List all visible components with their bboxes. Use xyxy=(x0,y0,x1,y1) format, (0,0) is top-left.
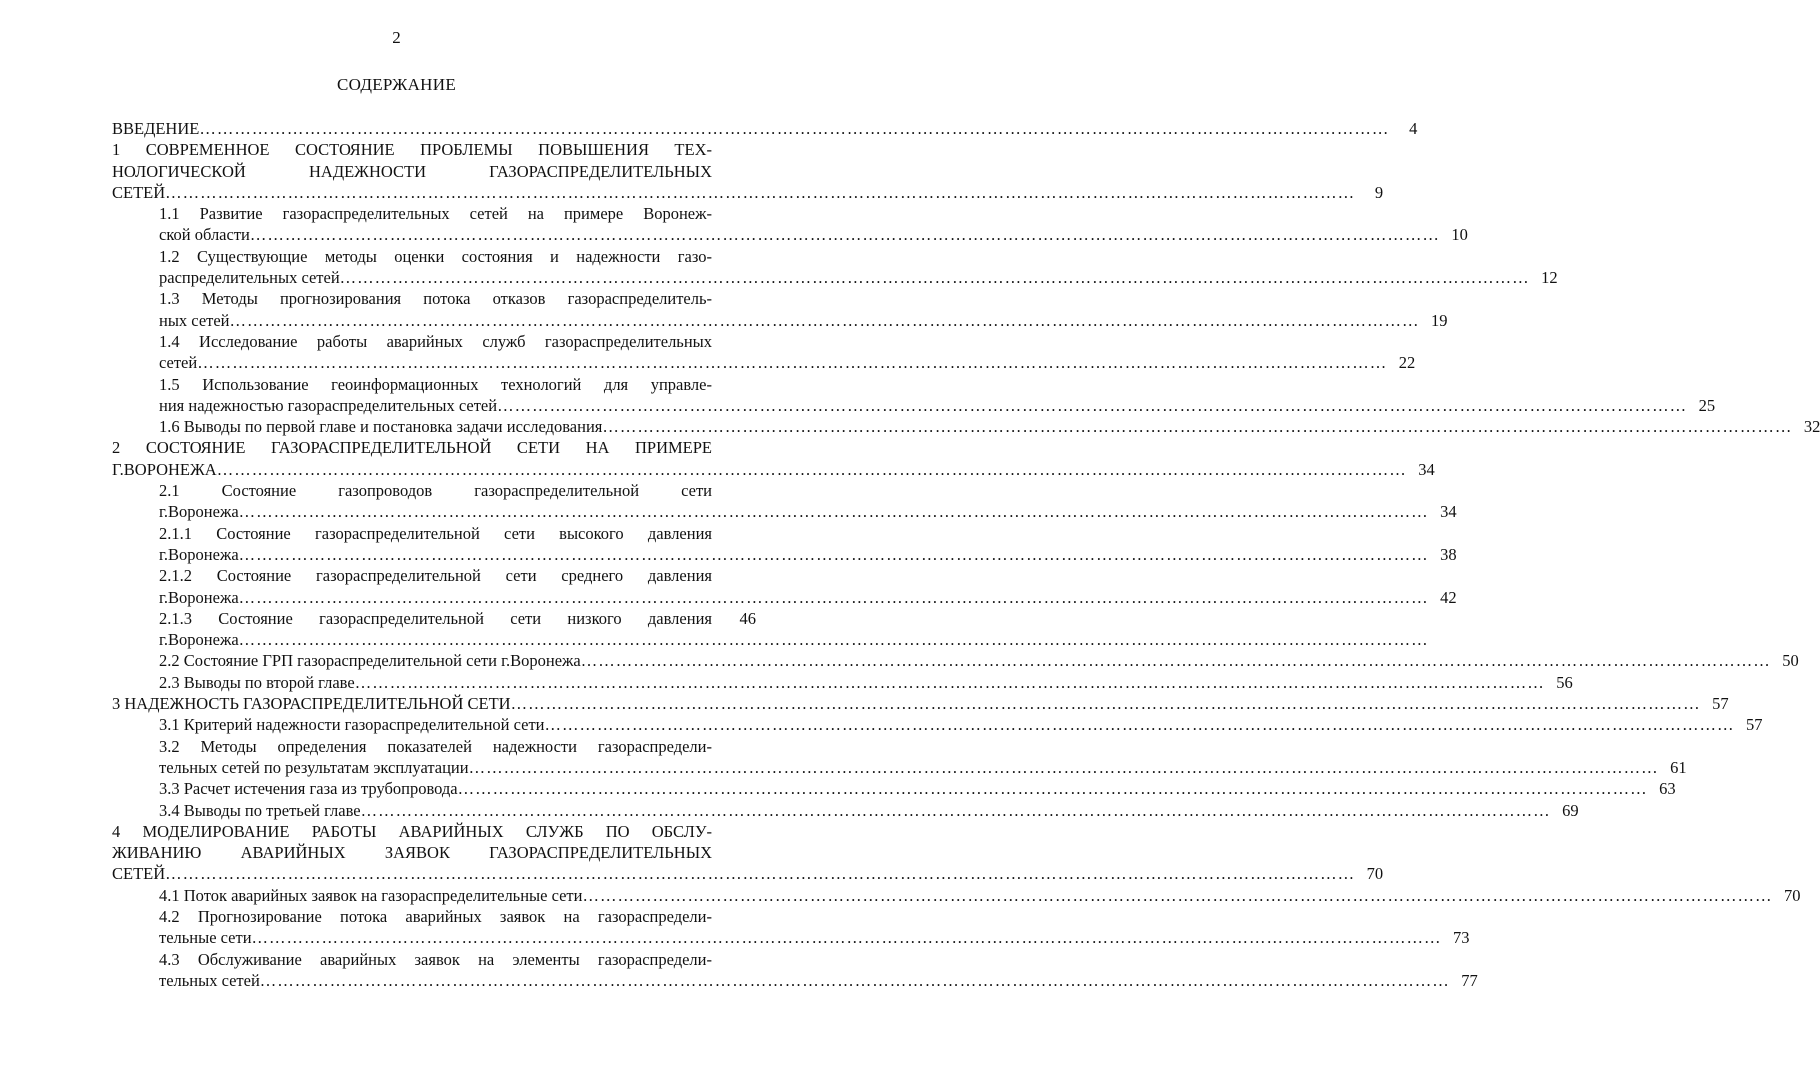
toc-entry-title: ВВЕДЕНИЕ xyxy=(112,119,200,138)
toc-entry[interactable] xyxy=(159,650,1799,671)
toc-entry[interactable] xyxy=(159,885,1801,906)
toc-page-number: 69 xyxy=(1562,800,1579,820)
toc-entry-title: распределительных сетей xyxy=(159,268,340,288)
toc-entry[interactable] xyxy=(159,608,1429,651)
toc-entry[interactable] xyxy=(159,714,1763,735)
toc-leader-dots: …………………………………………………………………………………………………………………………………………………………………………………… xyxy=(165,182,1356,202)
toc-entry-title: 1.6 Выводы по первой главе и постановка задачи исследования xyxy=(159,417,603,437)
toc-entry-text-line: 2.1.1 Состояние газораспределительной сети высокого давления xyxy=(159,523,712,543)
toc-page-number: 57 xyxy=(1712,694,1729,714)
toc-leader-dots: …………………………………………………………………………………………………………………………………………………………………………………… xyxy=(339,268,1530,288)
toc-page-number: 9 xyxy=(1374,182,1384,202)
toc-entry-text-line: ЖИВАНИЮ АВАРИЙНЫХ ЗАЯВОК ГАЗОРАСПРЕДЕЛИТЕЛЬНЫХ xyxy=(112,843,712,863)
toc-entry[interactable] xyxy=(112,693,1729,714)
toc-entry[interactable] xyxy=(159,736,1687,779)
toc-leader-dots: …………………………………………………………………………………………………………………………………………………………………………………… xyxy=(360,800,1551,820)
toc-leader-dots: …………………………………………………………………………………………………………………………………………………………………………………… xyxy=(544,715,1735,735)
toc-leader-dots: …………………………………………………………………………………………………………………………………………………………………………………… xyxy=(457,779,1648,799)
toc-leader-dots: …………………………………………………………………………………………………………………………………………………………………………………… xyxy=(165,864,1356,884)
toc-leader-dots: …………………………………………………………………………………………………………………………………………………………………………………… xyxy=(259,970,1450,990)
toc-entry-title: сетей xyxy=(159,353,198,373)
toc-page-number: 61 xyxy=(1670,757,1687,777)
toc-entry-title: Г.ВОРОНЕЖА xyxy=(112,459,217,479)
toc-page-number: 77 xyxy=(1461,970,1478,990)
toc-entry[interactable] xyxy=(159,565,1457,608)
toc-leader-dots: …………………………………………………………………………………………………………………………………………………………………………………… xyxy=(238,544,1429,564)
toc-page-number: 22 xyxy=(1398,353,1416,373)
toc-page-number: 4 xyxy=(1409,119,1418,138)
toc-entry[interactable] xyxy=(112,118,1418,139)
toc-entry[interactable] xyxy=(159,949,1478,992)
toc-entry-text-line: 3.2 Методы определения показателей надежности газораспредели- xyxy=(159,736,712,756)
toc-entry[interactable] xyxy=(159,672,1573,693)
toc-leader-dots: …………………………………………………………………………………………………………………………………………………………………………………… xyxy=(251,928,1442,948)
toc-page-number: 50 xyxy=(1782,651,1799,671)
toc-entry[interactable] xyxy=(112,821,1384,885)
toc-page-number: 32 xyxy=(1803,417,1820,437)
toc-leader-dots: …………………………………………………………………………………………………………………………………………………………………………………… xyxy=(199,119,1390,138)
toc-page-number: 70 xyxy=(1366,864,1384,884)
table-of-contents xyxy=(112,118,1820,991)
toc-entry-title: 2.2 Состояние ГРП газораспределительной сети г.Воронежа xyxy=(159,651,581,671)
toc-leader-dots: …………………………………………………………………………………………………………………………………………………………………………………… xyxy=(580,651,1771,671)
toc-page-number: 34 xyxy=(1418,459,1435,479)
toc-entry-text-line: 2 СОСТОЯНИЕ ГАЗОРАСПРЕДЕЛИТЕЛЬНОЙ СЕТИ НА ПРИМЕРЕ xyxy=(112,438,712,458)
toc-page-number: 46 xyxy=(739,608,756,628)
toc-entry-title: г.Воронежа xyxy=(159,630,239,650)
toc-entry[interactable] xyxy=(159,203,1468,246)
toc-entry-title: 3.1 Критерий надежности газораспределительной сети xyxy=(159,715,545,735)
toc-leader-dots: …………………………………………………………………………………………………………………………………………………………………………………… xyxy=(602,417,1793,437)
toc-title: СОДЕРЖАНИЕ xyxy=(336,75,457,94)
toc-entry-title: ния надежностью газораспределительных сетей xyxy=(159,395,498,415)
toc-page-number: 19 xyxy=(1431,310,1448,330)
toc-leader-dots: …………………………………………………………………………………………………………………………………………………………………………………… xyxy=(354,672,1545,692)
toc-entry-title: ской области xyxy=(159,225,250,245)
toc-entry-text-line: 4.2 Прогнозирование потока аварийных заявок на газораспредели- xyxy=(159,906,712,926)
toc-leader-dots: …………………………………………………………………………………………………………………………………………………………………………………… xyxy=(216,459,1407,479)
toc-leader-dots: …………………………………………………………………………………………………………………………………………………………………………………… xyxy=(238,587,1429,607)
toc-page-number: 70 xyxy=(1783,885,1801,905)
toc-entry-text-line: 1.4 Исследование работы аварийных служб газораспределительных xyxy=(159,331,712,351)
toc-leader-dots: …………………………………………………………………………………………………………………………………………………………………………………… xyxy=(468,757,1659,777)
toc-page-number: 57 xyxy=(1746,715,1763,735)
toc-entry-title: г.Воронежа xyxy=(159,502,239,522)
toc-entry-title: 3.4 Выводы по третьей главе xyxy=(159,800,361,820)
toc-entry-text-line: 2.1 Состояние газопроводов газораспределительной сети xyxy=(159,481,712,501)
toc-entry-title: 4.1 Поток аварийных заявок на газораспределительные сети xyxy=(159,885,583,905)
toc-entry[interactable] xyxy=(159,906,1470,949)
toc-leader-dots: …………………………………………………………………………………………………………………………………………………………………………………… xyxy=(197,353,1388,373)
toc-page-number: 25 xyxy=(1698,395,1716,415)
toc-entry[interactable] xyxy=(159,523,1457,566)
toc-page-number: 42 xyxy=(1440,587,1457,607)
toc-entry[interactable] xyxy=(159,374,1716,417)
toc-entry-title: СЕТЕЙ xyxy=(112,182,166,202)
toc-leader-dots: …………………………………………………………………………………………………………………………………………………………………………………… xyxy=(238,630,1429,650)
toc-leader-dots: …………………………………………………………………………………………………………………………………………………………………………………… xyxy=(229,310,1420,330)
toc-entry[interactable] xyxy=(159,800,1579,821)
toc-page-number: 73 xyxy=(1453,928,1470,948)
toc-entry-title: г.Воронежа xyxy=(159,544,239,564)
toc-leader-dots: …………………………………………………………………………………………………………………………………………………………………………………… xyxy=(582,885,1773,905)
toc-entry-title: тельных сетей xyxy=(159,970,260,990)
toc-page-number: 63 xyxy=(1659,779,1676,799)
toc-entry-text-line: 1.2 Существующие методы оценки состояния и надежности газо- xyxy=(159,246,712,266)
toc-entry-title: СЕТЕЙ xyxy=(112,864,166,884)
toc-entry[interactable] xyxy=(112,139,1384,203)
toc-entry-text-line: 1.5 Использование геоинформационных технологий для управле- xyxy=(159,374,712,394)
toc-entry[interactable] xyxy=(159,480,1457,523)
toc-entry-text-line: 4.3 Обслуживание аварийных заявок на элементы газораспредели- xyxy=(159,949,712,969)
toc-entry-text-line: 4 МОДЕЛИРОВАНИЕ РАБОТЫ АВАРИЙНЫХ СЛУЖБ ПО ОБСЛУ- xyxy=(112,821,712,841)
toc-page-number: 12 xyxy=(1541,268,1558,288)
toc-entry-text-line: 1.3 Методы прогнозирования потока отказов газораспределитель- xyxy=(159,289,712,309)
toc-entry-text-line: 2.1.3 Состояние газораспределительной сети низкого давления xyxy=(159,608,712,628)
page-number: 2 xyxy=(392,28,401,47)
toc-entry-text-line: 1 СОВРЕМЕННОЕ СОСТОЯНИЕ ПРОБЛЕМЫ ПОВЫШЕНИЯ ТЕХ- xyxy=(112,140,712,160)
toc-page-number: 10 xyxy=(1451,225,1468,245)
toc-page-number: 38 xyxy=(1440,544,1457,564)
toc-entry[interactable] xyxy=(159,246,1558,289)
toc-entry-title: г.Воронежа xyxy=(159,587,239,607)
toc-leader-dots: …………………………………………………………………………………………………………………………………………………………………………………… xyxy=(249,225,1440,245)
toc-leader-dots: …………………………………………………………………………………………………………………………………………………………………………………… xyxy=(497,395,1688,415)
toc-entry-title: тельных сетей по результатам эксплуатации xyxy=(159,757,469,777)
toc-entry-text-line: 1.1 Развитие газораспределительных сетей на примере Воронеж- xyxy=(159,204,712,224)
toc-entry-title: 3.3 Расчет истечения газа из трубопровода xyxy=(159,779,458,799)
toc-entry[interactable] xyxy=(159,288,1448,331)
toc-entry[interactable] xyxy=(112,437,1435,480)
toc-entry-text-line: НОЛОГИЧЕСКОЙ НАДЕЖНОСТИ ГАЗОРАСПРЕДЕЛИТЕЛЬНЫХ xyxy=(112,161,712,181)
toc-page-number: 34 xyxy=(1440,502,1457,522)
toc-entry-title: ных сетей xyxy=(159,310,230,330)
toc-entry[interactable] xyxy=(159,416,1820,437)
toc-leader-dots: …………………………………………………………………………………………………………………………………………………………………………………… xyxy=(510,694,1701,714)
toc-entry-title: тельные сети xyxy=(159,928,252,948)
toc-entry[interactable] xyxy=(159,331,1416,374)
toc-entry[interactable] xyxy=(159,778,1676,799)
toc-entry-title: 2.3 Выводы по второй главе xyxy=(159,672,355,692)
toc-entry-title: 3 НАДЕЖНОСТЬ ГАЗОРАСПРЕДЕЛИТЕЛЬНОЙ СЕТИ xyxy=(112,694,511,714)
toc-page-number: 56 xyxy=(1556,672,1573,692)
toc-leader-dots: …………………………………………………………………………………………………………………………………………………………………………………… xyxy=(238,502,1429,522)
toc-entry-text-line: 2.1.2 Состояние газораспределительной сети среднего давления xyxy=(159,566,712,586)
